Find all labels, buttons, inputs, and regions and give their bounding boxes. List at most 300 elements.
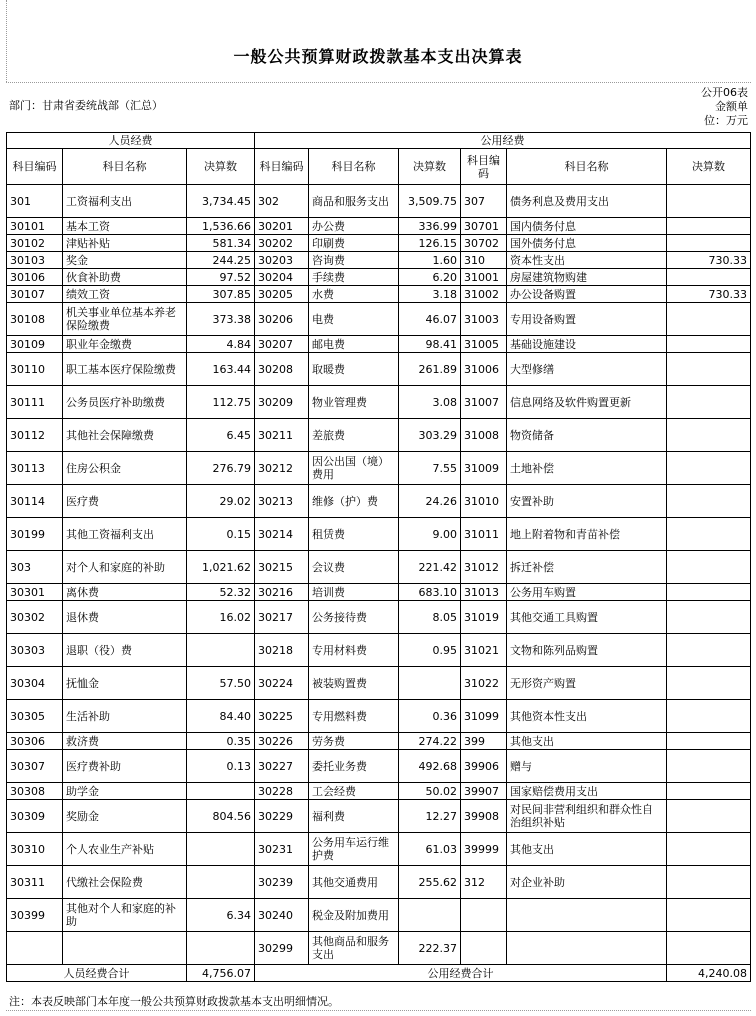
public-code-cell: 31005 [461, 336, 507, 353]
public-amount-cell: 50.02 [399, 783, 461, 800]
public-code-cell: 399 [461, 733, 507, 750]
public-code-cell: 307 [461, 185, 507, 218]
public-amount-cell [399, 899, 461, 932]
public-code-cell: 30225 [255, 700, 309, 733]
personnel-name-cell: 抚恤金 [63, 667, 187, 700]
public-amount-cell: 255.62 [399, 866, 461, 899]
personnel-amount-cell: 84.40 [187, 700, 255, 733]
public-amount-cell: 6.20 [399, 269, 461, 286]
col-header-code: 科目编码 [7, 149, 63, 185]
public-amount-cell [667, 386, 751, 419]
public-total-amount: 4,240.08 [667, 965, 751, 982]
public-code-cell: 30240 [255, 899, 309, 932]
public-name-cell: 资本性支出 [507, 252, 667, 269]
public-code-cell: 30701 [461, 218, 507, 235]
public-amount-cell [667, 833, 751, 866]
public-code-cell: 31011 [461, 518, 507, 551]
personnel-name-cell: 救济费 [63, 733, 187, 750]
public-name-cell: 其他支出 [507, 733, 667, 750]
public-amount-cell [667, 601, 751, 634]
public-amount-cell [667, 485, 751, 518]
public-amount-cell [667, 518, 751, 551]
public-amount-cell [667, 353, 751, 386]
public-name-cell: 国外债务付息 [507, 235, 667, 252]
personnel-name-cell: 退休费 [63, 601, 187, 634]
personnel-code-cell: 30109 [7, 336, 63, 353]
public-amount-cell [667, 932, 751, 965]
public-code-cell [461, 899, 507, 932]
personnel-code-cell: 30112 [7, 419, 63, 452]
public-amount-cell [667, 800, 751, 833]
personnel-name-cell: 助学金 [63, 783, 187, 800]
public-name-cell: 无形资产购置 [507, 667, 667, 700]
personnel-name-cell: 其他工资福利支出 [63, 518, 187, 551]
table-row [7, 551, 751, 584]
table-row [7, 800, 751, 833]
public-amount-cell: 61.03 [399, 833, 461, 866]
personnel-amount-cell: 1,536.66 [187, 218, 255, 235]
table-row [7, 336, 751, 353]
public-name-cell: 办公设备购置 [507, 286, 667, 303]
personnel-amount-cell: 804.56 [187, 800, 255, 833]
public-name-cell: 工会经费 [309, 783, 399, 800]
personnel-code-cell: 30310 [7, 833, 63, 866]
personnel-name-cell: 奖金 [63, 252, 187, 269]
personnel-amount-cell: 0.15 [187, 518, 255, 551]
public-amount-cell [667, 336, 751, 353]
public-code-cell: 30702 [461, 235, 507, 252]
unit-label: 金额单位：万元 [704, 100, 748, 127]
public-name-cell: 专用设备购置 [507, 303, 667, 336]
public-name-cell: 债务利息及费用支出 [507, 185, 667, 218]
personnel-amount-cell: 581.34 [187, 235, 255, 252]
public-code-cell: 31022 [461, 667, 507, 700]
public-amount-cell: 8.05 [399, 601, 461, 634]
public-code-cell: 30205 [255, 286, 309, 303]
totals-row [7, 965, 751, 982]
public-name-cell: 福利费 [309, 800, 399, 833]
table-row [7, 286, 751, 303]
public-code-cell: 30239 [255, 866, 309, 899]
public-code-cell: 30212 [255, 452, 309, 485]
public-name-cell: 物业管理费 [309, 386, 399, 419]
public-name-cell: 培训费 [309, 584, 399, 601]
personnel-code-cell: 30107 [7, 286, 63, 303]
personnel-code-cell: 30101 [7, 218, 63, 235]
personnel-amount-cell: 163.44 [187, 353, 255, 386]
public-name-cell: 其他交通工具购置 [507, 601, 667, 634]
public-amount-cell: 12.27 [399, 800, 461, 833]
table-row [7, 750, 751, 783]
public-total-label: 公用经费合计 [255, 965, 667, 982]
public-code-cell: 31019 [461, 601, 507, 634]
col-header-name: 科目名称 [63, 149, 187, 185]
public-name-cell: 印刷费 [309, 235, 399, 252]
personnel-code-cell: 30111 [7, 386, 63, 419]
public-amount-cell: 3.18 [399, 286, 461, 303]
public-amount-cell [399, 667, 461, 700]
public-code-cell: 31009 [461, 452, 507, 485]
personnel-code-cell: 30307 [7, 750, 63, 783]
public-name-cell: 咨询费 [309, 252, 399, 269]
public-amount-cell [667, 218, 751, 235]
personnel-amount-cell [187, 866, 255, 899]
table-row [7, 485, 751, 518]
public-amount-cell: 3.08 [399, 386, 461, 419]
table-row [7, 419, 751, 452]
personnel-amount-cell: 29.02 [187, 485, 255, 518]
public-amount-cell [667, 700, 751, 733]
col-header-name: 科目名称 [309, 149, 399, 185]
public-amount-cell: 0.36 [399, 700, 461, 733]
personnel-amount-cell: 276.79 [187, 452, 255, 485]
public-code-cell: 31001 [461, 269, 507, 286]
personnel-code-cell [7, 932, 63, 965]
personnel-name-cell: 职工基本医疗保险缴费 [63, 353, 187, 386]
public-code-cell: 30209 [255, 386, 309, 419]
personnel-code-cell: 30305 [7, 700, 63, 733]
expenditure-table [6, 132, 751, 982]
personnel-name-cell: 其他对个人和家庭的补助 [63, 899, 187, 932]
personnel-name-cell: 对个人和家庭的补助 [63, 551, 187, 584]
public-amount-cell: 46.07 [399, 303, 461, 336]
public-amount-cell: 9.00 [399, 518, 461, 551]
footnote: 注：本表反映部门本年度一般公共预算财政拨款基本支出明细情况。 [9, 995, 339, 1008]
public-amount-cell [667, 235, 751, 252]
table-row [7, 667, 751, 700]
public-amount-cell [667, 866, 751, 899]
public-name-cell: 赠与 [507, 750, 667, 783]
public-code-cell: 31007 [461, 386, 507, 419]
public-amount-cell [667, 269, 751, 286]
table-row [7, 386, 751, 419]
public-amount-cell: 98.41 [399, 336, 461, 353]
table-row [7, 353, 751, 386]
personnel-amount-cell: 1,021.62 [187, 551, 255, 584]
public-amount-cell: 1.60 [399, 252, 461, 269]
col-header-code: 科目编码 [255, 149, 309, 185]
public-amount-cell [667, 634, 751, 667]
personnel-code-cell: 30103 [7, 252, 63, 269]
public-name-cell: 电费 [309, 303, 399, 336]
public-amount-cell [667, 584, 751, 601]
personnel-name-cell: 个人农业生产补贴 [63, 833, 187, 866]
table-row [7, 783, 751, 800]
public-code-cell: 39907 [461, 783, 507, 800]
personnel-code-cell: 30306 [7, 733, 63, 750]
public-name-cell: 公务用车运行维护费 [309, 833, 399, 866]
personnel-name-cell: 津贴补贴 [63, 235, 187, 252]
personnel-name-cell: 工资福利支出 [63, 185, 187, 218]
public-amount-cell: 126.15 [399, 235, 461, 252]
public-name-cell: 维修（护）费 [309, 485, 399, 518]
personnel-code-cell: 30304 [7, 667, 63, 700]
public-amount-cell: 336.99 [399, 218, 461, 235]
personnel-amount-cell: 307.85 [187, 286, 255, 303]
public-code-cell: 31012 [461, 551, 507, 584]
personnel-code-cell: 30308 [7, 783, 63, 800]
public-code-cell: 31003 [461, 303, 507, 336]
public-name-cell [507, 932, 667, 965]
public-amount-cell [667, 899, 751, 932]
public-section-header: 公用经费 [255, 133, 751, 149]
public-name-cell: 商品和服务支出 [309, 185, 399, 218]
public-amount-cell: 222.37 [399, 932, 461, 965]
public-amount-cell [667, 783, 751, 800]
public-code-cell: 39908 [461, 800, 507, 833]
public-name-cell: 被装购置费 [309, 667, 399, 700]
public-amount-cell: 3,509.75 [399, 185, 461, 218]
personnel-name-cell: 代缴社会保险费 [63, 866, 187, 899]
personnel-amount-cell [187, 783, 255, 800]
public-code-cell: 30231 [255, 833, 309, 866]
public-amount-cell: 683.10 [399, 584, 461, 601]
personnel-code-cell: 30301 [7, 584, 63, 601]
public-name-cell: 土地补偿 [507, 452, 667, 485]
public-name-cell: 税金及附加费用 [309, 899, 399, 932]
public-amount-cell: 303.29 [399, 419, 461, 452]
public-name-cell: 水费 [309, 286, 399, 303]
personnel-amount-cell: 244.25 [187, 252, 255, 269]
public-amount-cell [667, 667, 751, 700]
public-code-cell: 312 [461, 866, 507, 899]
public-name-cell: 邮电费 [309, 336, 399, 353]
personnel-name-cell: 奖励金 [63, 800, 187, 833]
public-name-cell: 对民间非营利组织和群众性自治组织补贴 [507, 800, 667, 833]
public-name-cell: 劳务费 [309, 733, 399, 750]
personnel-name-cell: 公务员医疗补助缴费 [63, 386, 187, 419]
personnel-total-amount: 4,756.07 [187, 965, 255, 982]
table-row [7, 518, 751, 551]
public-name-cell [507, 899, 667, 932]
public-name-cell: 安置补助 [507, 485, 667, 518]
personnel-section-header: 人员经费 [7, 133, 255, 149]
report-title: 一般公共预算财政拨款基本支出决算表 [233, 47, 523, 66]
public-name-cell: 取暖费 [309, 353, 399, 386]
public-amount-cell [667, 551, 751, 584]
personnel-name-cell: 离休费 [63, 584, 187, 601]
public-code-cell: 39999 [461, 833, 507, 866]
public-name-cell: 会议费 [309, 551, 399, 584]
personnel-name-cell: 基本工资 [63, 218, 187, 235]
public-code-cell: 30227 [255, 750, 309, 783]
public-name-cell: 基础设施建设 [507, 336, 667, 353]
public-name-cell: 国家赔偿费用支出 [507, 783, 667, 800]
personnel-name-cell: 伙食补助费 [63, 269, 187, 286]
table-code-label: 公开06表 [701, 86, 748, 99]
public-amount-cell: 274.22 [399, 733, 461, 750]
table-row [7, 733, 751, 750]
public-amount-cell: 7.55 [399, 452, 461, 485]
sheet-gridline [6, 0, 7, 82]
table-row [7, 899, 751, 932]
public-code-cell: 31099 [461, 700, 507, 733]
public-code-cell: 31008 [461, 419, 507, 452]
personnel-total-label: 人员经费合计 [7, 965, 187, 982]
public-amount-cell [667, 750, 751, 783]
personnel-amount-cell [187, 932, 255, 965]
personnel-code-cell: 30311 [7, 866, 63, 899]
col-header-amount: 决算数 [399, 149, 461, 185]
public-amount-cell: 221.42 [399, 551, 461, 584]
personnel-amount-cell: 4.84 [187, 336, 255, 353]
personnel-code-cell: 30399 [7, 899, 63, 932]
personnel-amount-cell: 52.32 [187, 584, 255, 601]
public-name-cell: 文物和陈列品购置 [507, 634, 667, 667]
personnel-code-cell: 30110 [7, 353, 63, 386]
personnel-amount-cell: 57.50 [187, 667, 255, 700]
public-name-cell: 差旅费 [309, 419, 399, 452]
col-header-name: 科目名称 [507, 149, 667, 185]
public-name-cell: 租赁费 [309, 518, 399, 551]
public-amount-cell: 0.95 [399, 634, 461, 667]
table-row [7, 634, 751, 667]
personnel-name-cell: 退职（役）费 [63, 634, 187, 667]
table-row [7, 269, 751, 286]
personnel-amount-cell [187, 833, 255, 866]
personnel-name-cell: 职业年金缴费 [63, 336, 187, 353]
personnel-amount-cell: 0.13 [187, 750, 255, 783]
personnel-code-cell: 30113 [7, 452, 63, 485]
personnel-name-cell: 绩效工资 [63, 286, 187, 303]
public-amount-cell [667, 419, 751, 452]
public-code-cell: 31010 [461, 485, 507, 518]
table-row [7, 218, 751, 235]
public-code-cell: 30224 [255, 667, 309, 700]
public-name-cell: 大型修缮 [507, 353, 667, 386]
personnel-amount-cell: 3,734.45 [187, 185, 255, 218]
sheet-gridline [6, 82, 751, 83]
col-header-amount: 决算数 [187, 149, 255, 185]
table-row [7, 303, 751, 336]
personnel-amount-cell: 112.75 [187, 386, 255, 419]
public-code-cell: 30201 [255, 218, 309, 235]
public-code-cell: 30203 [255, 252, 309, 269]
public-code-cell: 30213 [255, 485, 309, 518]
personnel-code-cell: 301 [7, 185, 63, 218]
public-code-cell: 30217 [255, 601, 309, 634]
public-code-cell [461, 932, 507, 965]
public-code-cell: 30215 [255, 551, 309, 584]
personnel-code-cell: 30302 [7, 601, 63, 634]
personnel-amount-cell: 16.02 [187, 601, 255, 634]
personnel-code-cell: 30309 [7, 800, 63, 833]
section-header-row [7, 133, 751, 149]
col-header-code: 科目编码 [461, 149, 507, 185]
public-code-cell: 30204 [255, 269, 309, 286]
table-row [7, 601, 751, 634]
personnel-code-cell: 30303 [7, 634, 63, 667]
public-code-cell: 39906 [461, 750, 507, 783]
sheet-gridline [6, 1010, 751, 1011]
public-name-cell: 国内债务付息 [507, 218, 667, 235]
personnel-code-cell: 30114 [7, 485, 63, 518]
public-amount-cell: 261.89 [399, 353, 461, 386]
table-row [7, 452, 751, 485]
public-name-cell: 信息网络及软件购置更新 [507, 386, 667, 419]
table-row [7, 833, 751, 866]
personnel-name-cell: 其他社会保障缴费 [63, 419, 187, 452]
public-amount-cell [667, 733, 751, 750]
public-amount-cell: 730.33 [667, 252, 751, 269]
personnel-amount-cell: 0.35 [187, 733, 255, 750]
public-code-cell: 31002 [461, 286, 507, 303]
table-row [7, 700, 751, 733]
public-code-cell: 30229 [255, 800, 309, 833]
public-code-cell: 30202 [255, 235, 309, 252]
public-amount-cell [667, 452, 751, 485]
public-name-cell: 对企业补助 [507, 866, 667, 899]
table-row [7, 932, 751, 965]
public-code-cell: 31021 [461, 634, 507, 667]
personnel-name-cell: 医疗费补助 [63, 750, 187, 783]
public-name-cell: 地上附着物和青苗补偿 [507, 518, 667, 551]
public-name-cell: 手续费 [309, 269, 399, 286]
table-body [7, 133, 751, 982]
personnel-name-cell: 机关事业单位基本养老保险缴费 [63, 303, 187, 336]
public-name-cell: 因公出国（境）费用 [309, 452, 399, 485]
public-code-cell: 302 [255, 185, 309, 218]
personnel-name-cell: 住房公积金 [63, 452, 187, 485]
public-code-cell: 30207 [255, 336, 309, 353]
public-name-cell: 委托业务费 [309, 750, 399, 783]
public-name-cell: 拆迁补偿 [507, 551, 667, 584]
personnel-code-cell: 30102 [7, 235, 63, 252]
personnel-code-cell: 30106 [7, 269, 63, 286]
column-header-row [7, 149, 751, 185]
public-code-cell: 30208 [255, 353, 309, 386]
public-amount-cell [667, 303, 751, 336]
public-code-cell: 30218 [255, 634, 309, 667]
public-name-cell: 专用材料费 [309, 634, 399, 667]
public-name-cell: 其他交通费用 [309, 866, 399, 899]
public-amount-cell: 24.26 [399, 485, 461, 518]
public-amount-cell [667, 185, 751, 218]
col-header-amount: 决算数 [667, 149, 751, 185]
personnel-name-cell: 生活补助 [63, 700, 187, 733]
public-name-cell: 其他资本性支出 [507, 700, 667, 733]
public-name-cell: 办公费 [309, 218, 399, 235]
public-name-cell: 物资储备 [507, 419, 667, 452]
public-code-cell: 31006 [461, 353, 507, 386]
personnel-amount-cell: 6.34 [187, 899, 255, 932]
public-name-cell: 其他支出 [507, 833, 667, 866]
public-code-cell: 30299 [255, 932, 309, 965]
public-code-cell: 30228 [255, 783, 309, 800]
public-code-cell: 30211 [255, 419, 309, 452]
public-name-cell: 公务用车购置 [507, 584, 667, 601]
public-amount-cell: 730.33 [667, 286, 751, 303]
personnel-code-cell: 303 [7, 551, 63, 584]
personnel-code-cell: 30199 [7, 518, 63, 551]
personnel-amount-cell [187, 634, 255, 667]
table-row [7, 866, 751, 899]
personnel-code-cell: 30108 [7, 303, 63, 336]
public-name-cell: 公务接待费 [309, 601, 399, 634]
public-name-cell: 其他商品和服务支出 [309, 932, 399, 965]
personnel-amount-cell: 97.52 [187, 269, 255, 286]
public-name-cell: 房屋建筑物购建 [507, 269, 667, 286]
personnel-name-cell [63, 932, 187, 965]
table-row [7, 235, 751, 252]
public-code-cell: 30206 [255, 303, 309, 336]
public-code-cell: 31013 [461, 584, 507, 601]
public-code-cell: 30214 [255, 518, 309, 551]
personnel-name-cell: 医疗费 [63, 485, 187, 518]
table-row [7, 252, 751, 269]
table-row [7, 185, 751, 218]
public-code-cell: 30226 [255, 733, 309, 750]
